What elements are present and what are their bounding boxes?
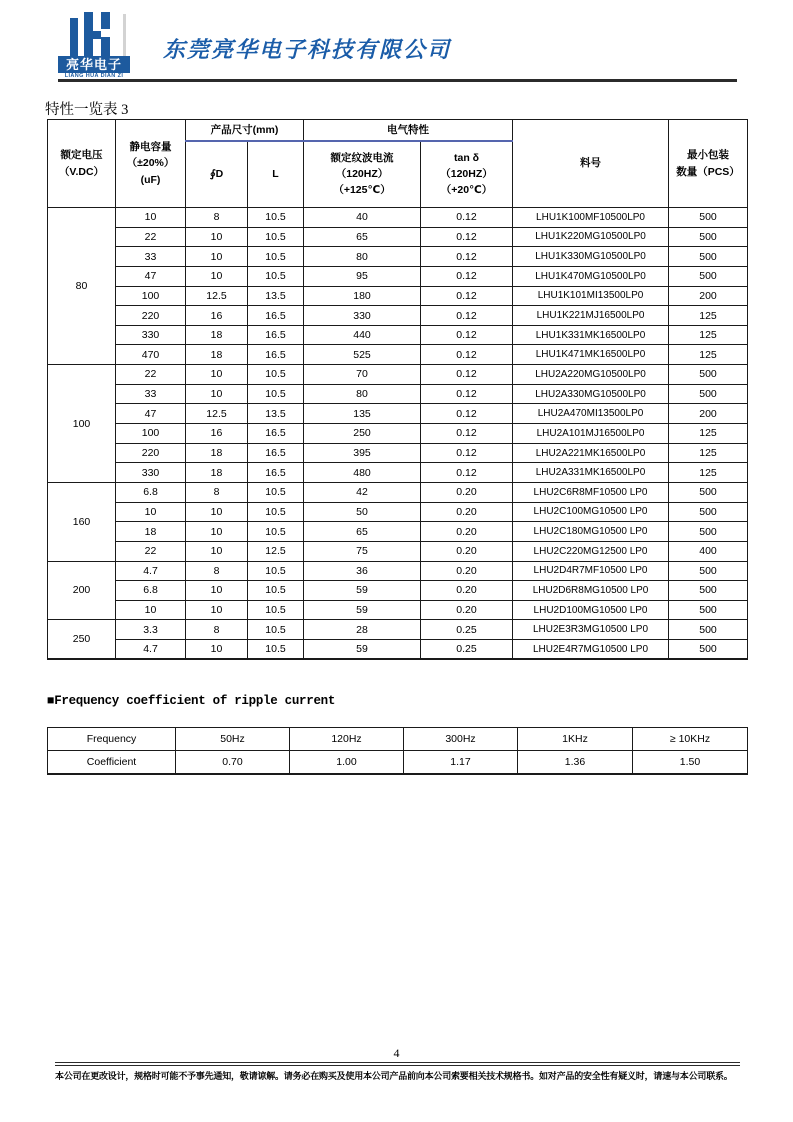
- spec-cell: 0.12: [421, 404, 513, 424]
- part-number-cell: LHU1K470MG10500LP0: [513, 266, 669, 286]
- voltage-group-cell: 200: [48, 561, 116, 620]
- spec-cell: 395: [304, 443, 421, 463]
- spec-cell: 220: [116, 306, 186, 326]
- spec-cell: 0.20: [421, 561, 513, 581]
- spec-cell: 500: [669, 384, 748, 404]
- spec-cell: 10: [116, 600, 186, 620]
- header-electrical: 电气特性: [304, 120, 513, 141]
- coeff-value: 1.00: [290, 751, 404, 775]
- spec-cell: 0.12: [421, 463, 513, 483]
- table-row: [48, 620, 748, 640]
- spec-cell: 10.5: [248, 247, 304, 267]
- spec-cell: 59: [304, 640, 421, 660]
- spec-cell: 125: [669, 463, 748, 483]
- table-row: [48, 502, 748, 522]
- spec-cell: 0.20: [421, 600, 513, 620]
- spec-cell: 16: [186, 306, 248, 326]
- spec-cell: 125: [669, 325, 748, 345]
- spec-cell: 525: [304, 345, 421, 365]
- spec-cell: 330: [116, 463, 186, 483]
- spec-cell: 500: [669, 227, 748, 247]
- spec-cell: 8: [186, 482, 248, 502]
- spec-cell: 16.5: [248, 463, 304, 483]
- spec-cell: 0.12: [421, 208, 513, 228]
- part-number-cell: LHU1K471MK16500LP0: [513, 345, 669, 365]
- spec-cell: 0.12: [421, 345, 513, 365]
- header-capacitance: 静电容量 （±20%） (uF): [116, 120, 186, 208]
- logo-lh-monogram-icon: [67, 12, 123, 56]
- spec-cell: 0.12: [421, 443, 513, 463]
- table-row: [48, 482, 748, 502]
- part-number-cell: LHU2C100MG10500 LP0: [513, 502, 669, 522]
- part-number-cell: LHU2E4R7MG10500 LP0: [513, 640, 669, 660]
- spec-cell: 22: [116, 365, 186, 385]
- spec-cell: 10.5: [248, 581, 304, 601]
- spec-cell: 12.5: [186, 404, 248, 424]
- spec-cell: 0.25: [421, 620, 513, 640]
- spec-cell: 330: [116, 325, 186, 345]
- spec-cell: 500: [669, 620, 748, 640]
- spec-cell: 0.12: [421, 266, 513, 286]
- spec-cell: 400: [669, 541, 748, 561]
- spec-cell: 10: [186, 247, 248, 267]
- spec-cell: 18: [186, 325, 248, 345]
- spec-cell: 10.5: [248, 600, 304, 620]
- spec-cell: 10: [186, 541, 248, 561]
- spec-cell: 10.5: [248, 502, 304, 522]
- spec-cell: 10.5: [248, 365, 304, 385]
- spec-cell: 10: [186, 365, 248, 385]
- table-row: [48, 561, 748, 581]
- spec-cell: 100: [116, 424, 186, 444]
- spec-cell: 0.12: [421, 365, 513, 385]
- coefficient-row: [48, 751, 748, 775]
- spec-cell: 500: [669, 502, 748, 522]
- spec-cell: 16.5: [248, 345, 304, 365]
- spec-cell: 125: [669, 306, 748, 326]
- table-row: [48, 325, 748, 345]
- voltage-group-cell: 80: [48, 208, 116, 365]
- spec-cell: 10.5: [248, 227, 304, 247]
- frequency-section-title: ■Frequency coefficient of ripple current: [47, 694, 336, 708]
- logo-pinyin: LIANG HUA DIAN ZI: [64, 73, 124, 79]
- table-row: [48, 424, 748, 444]
- spec-cell: 180: [304, 286, 421, 306]
- spec-cell: 500: [669, 640, 748, 660]
- part-number-cell: LHU2A221MK16500LP0: [513, 443, 669, 463]
- spec-cell: 47: [116, 404, 186, 424]
- spec-cell: 10.5: [248, 266, 304, 286]
- spec-cell: 10.5: [248, 384, 304, 404]
- spec-cell: 4.7: [116, 640, 186, 660]
- spec-cell: 18: [116, 522, 186, 542]
- part-number-cell: LHU1K330MG10500LP0: [513, 247, 669, 267]
- spec-cell: 4.7: [116, 561, 186, 581]
- spec-cell: 125: [669, 424, 748, 444]
- spec-cell: 8: [186, 208, 248, 228]
- spec-cell: 500: [669, 365, 748, 385]
- spec-cell: 200: [669, 286, 748, 306]
- spec-cell: 33: [116, 247, 186, 267]
- spec-cell: 22: [116, 227, 186, 247]
- voltage-group-cell: 100: [48, 365, 116, 483]
- spec-cell: 10: [116, 208, 186, 228]
- spec-cell: 10: [186, 640, 248, 660]
- spec-cell: 18: [186, 443, 248, 463]
- header-divider: [58, 79, 737, 82]
- part-number-cell: LHU1K221MJ16500LP0: [513, 306, 669, 326]
- spec-cell: 80: [304, 384, 421, 404]
- spec-cell: 10.5: [248, 482, 304, 502]
- table-row: [48, 404, 748, 424]
- header-dimensions: 产品尺寸(mm): [186, 120, 304, 141]
- part-number-cell: LHU2A331MK16500LP0: [513, 463, 669, 483]
- coeff-value: 0.70: [176, 751, 290, 775]
- spec-cell: 0.20: [421, 482, 513, 502]
- part-number-cell: LHU2C220MG12500 LP0: [513, 541, 669, 561]
- table-row: [48, 384, 748, 404]
- spec-cell: 10: [186, 522, 248, 542]
- spec-cell: 0.12: [421, 286, 513, 306]
- part-number-cell: LHU2A220MG10500LP0: [513, 365, 669, 385]
- spec-cell: 0.12: [421, 306, 513, 326]
- spec-cell: 16: [186, 424, 248, 444]
- spec-cell: 6.8: [116, 482, 186, 502]
- spec-cell: 16.5: [248, 306, 304, 326]
- spec-cell: 500: [669, 522, 748, 542]
- spec-cell: 8: [186, 620, 248, 640]
- header-diameter: ∮D: [186, 141, 248, 208]
- page-number: 4: [393, 1046, 400, 1060]
- spec-cell: 125: [669, 345, 748, 365]
- table-row: [48, 522, 748, 542]
- spec-cell: 59: [304, 600, 421, 620]
- table-row: [48, 266, 748, 286]
- spec-cell: 10: [116, 502, 186, 522]
- spec-cell: 80: [304, 247, 421, 267]
- part-number-cell: LHU2A330MG10500LP0: [513, 384, 669, 404]
- spec-cell: 10.5: [248, 522, 304, 542]
- spec-table: [47, 119, 748, 660]
- spec-cell: 100: [116, 286, 186, 306]
- spec-cell: 0.20: [421, 581, 513, 601]
- spec-cell: 135: [304, 404, 421, 424]
- spec-cell: 28: [304, 620, 421, 640]
- spec-cell: 200: [669, 404, 748, 424]
- spec-cell: 220: [116, 443, 186, 463]
- header-part-no: 料号: [513, 120, 669, 208]
- header-length: L: [248, 141, 304, 208]
- spec-cell: 440: [304, 325, 421, 345]
- spec-cell: 10.5: [248, 620, 304, 640]
- spec-cell: 500: [669, 208, 748, 228]
- part-number-cell: LHU2E3R3MG10500 LP0: [513, 620, 669, 640]
- spec-cell: 12.5: [186, 286, 248, 306]
- spec-cell: 0.12: [421, 424, 513, 444]
- spec-cell: 10.5: [248, 561, 304, 581]
- header-rated-voltage: 额定电压 （V.DC）: [48, 120, 116, 208]
- footer-disclaimer: 本公司在更改设计，规格时可能不予事先通知，敬请谅解。请务必在购买及使用本公司产品前向本公司索要相关技术规格书。如对产品的安全性有疑义时，请速与本公司联系。: [55, 1071, 733, 1081]
- spec-cell: 65: [304, 227, 421, 247]
- spec-cell: 500: [669, 482, 748, 502]
- spec-cell: 59: [304, 581, 421, 601]
- table-row: [48, 463, 748, 483]
- spec-cell: 500: [669, 600, 748, 620]
- spec-cell: 42: [304, 482, 421, 502]
- part-number-cell: LHU2D100MG10500 LP0: [513, 600, 669, 620]
- coeff-value: 1.17: [404, 751, 518, 775]
- spec-cell: 0.12: [421, 247, 513, 267]
- spec-cell: 0.25: [421, 640, 513, 660]
- freq-value: 300Hz: [404, 728, 518, 751]
- spec-cell: 13.5: [248, 404, 304, 424]
- spec-cell: 16.5: [248, 443, 304, 463]
- freq-value: 120Hz: [290, 728, 404, 751]
- spec-cell: 18: [186, 463, 248, 483]
- spec-cell: 480: [304, 463, 421, 483]
- spec-cell: 65: [304, 522, 421, 542]
- logo-cn-name: 亮华电子: [58, 56, 130, 73]
- spec-cell: 22: [116, 541, 186, 561]
- spec-cell: 0.12: [421, 384, 513, 404]
- spec-cell: 10: [186, 600, 248, 620]
- part-number-cell: LHU1K100MF10500LP0: [513, 208, 669, 228]
- spec-cell: 95: [304, 266, 421, 286]
- spec-cell: 6.8: [116, 581, 186, 601]
- header-ripple-current: 额定纹波电流 （120HZ） （+125℃）: [304, 141, 421, 208]
- spec-cell: 0.20: [421, 502, 513, 522]
- table-row: [48, 247, 748, 267]
- table-row: [48, 600, 748, 620]
- spec-cell: 0.12: [421, 325, 513, 345]
- part-number-cell: LHU2C6R8MF10500 LP0: [513, 482, 669, 502]
- spec-cell: 0.12: [421, 227, 513, 247]
- spec-cell: 0.20: [421, 522, 513, 542]
- table-row: [48, 227, 748, 247]
- spec-cell: 10: [186, 581, 248, 601]
- spec-cell: 12.5: [248, 541, 304, 561]
- company-logo: [58, 12, 130, 81]
- coeff-value: 1.36: [518, 751, 633, 775]
- header-min-packing: 最小包装 数量（PCS）: [669, 120, 748, 208]
- spec-cell: 16.5: [248, 424, 304, 444]
- table-row: [48, 208, 748, 228]
- spec-cell: 36: [304, 561, 421, 581]
- freq-value: 1KHz: [518, 728, 633, 751]
- spec-cell: 47: [116, 266, 186, 286]
- spec-cell: 10: [186, 502, 248, 522]
- voltage-group-cell: 160: [48, 482, 116, 561]
- spec-cell: 10: [186, 266, 248, 286]
- spec-cell: 75: [304, 541, 421, 561]
- table-row: [48, 365, 748, 385]
- spec-cell: 3.3: [116, 620, 186, 640]
- spec-cell: 330: [304, 306, 421, 326]
- frequency-row: [48, 728, 748, 751]
- table-row: [48, 581, 748, 601]
- header-tan-delta: tan δ （120HZ） （+20℃）: [421, 141, 513, 208]
- voltage-group-cell: 250: [48, 620, 116, 659]
- table-row: [48, 306, 748, 326]
- freq-label: Frequency: [48, 728, 176, 751]
- doc-title: 特性一览表 3: [45, 102, 129, 118]
- spec-cell: 0.20: [421, 541, 513, 561]
- spec-cell: 40: [304, 208, 421, 228]
- spec-cell: 500: [669, 581, 748, 601]
- table-row: [48, 640, 748, 660]
- spec-cell: 125: [669, 443, 748, 463]
- coeff-label: Coefficient: [48, 751, 176, 775]
- part-number-cell: LHU2D6R8MG10500 LP0: [513, 581, 669, 601]
- table-row: [48, 443, 748, 463]
- part-number-cell: LHU2A101MJ16500LP0: [513, 424, 669, 444]
- part-number-cell: LHU2D4R7MF10500 LP0: [513, 561, 669, 581]
- part-number-cell: LHU1K101MI13500LP0: [513, 286, 669, 306]
- part-number-cell: LHU1K220MG10500LP0: [513, 227, 669, 247]
- frequency-table: [47, 727, 748, 775]
- spec-cell: 500: [669, 266, 748, 286]
- company-name: 东莞亮华电子科技有限公司: [163, 37, 452, 63]
- spec-cell: 10.5: [248, 208, 304, 228]
- spec-cell: 250: [304, 424, 421, 444]
- spec-cell: 10: [186, 384, 248, 404]
- spec-cell: 470: [116, 345, 186, 365]
- spec-cell: 10.5: [248, 640, 304, 660]
- table-row: [48, 286, 748, 306]
- spec-cell: 500: [669, 247, 748, 267]
- freq-value: ≥ 10KHz: [633, 728, 748, 751]
- freq-value: 50Hz: [176, 728, 290, 751]
- coeff-value: 1.50: [633, 751, 748, 775]
- spec-cell: 8: [186, 561, 248, 581]
- spec-cell: 500: [669, 561, 748, 581]
- spec-cell: 18: [186, 345, 248, 365]
- spec-cell: 16.5: [248, 325, 304, 345]
- table-row: [48, 541, 748, 561]
- part-number-cell: LHU2C180MG10500 LP0: [513, 522, 669, 542]
- spec-cell: 10: [186, 227, 248, 247]
- spec-cell: 13.5: [248, 286, 304, 306]
- spec-cell: 50: [304, 502, 421, 522]
- spec-cell: 33: [116, 384, 186, 404]
- part-number-cell: LHU2A470MI13500LP0: [513, 404, 669, 424]
- table-row: [48, 345, 748, 365]
- spec-cell: 70: [304, 365, 421, 385]
- footer-divider: [55, 1062, 740, 1066]
- part-number-cell: LHU1K331MK16500LP0: [513, 325, 669, 345]
